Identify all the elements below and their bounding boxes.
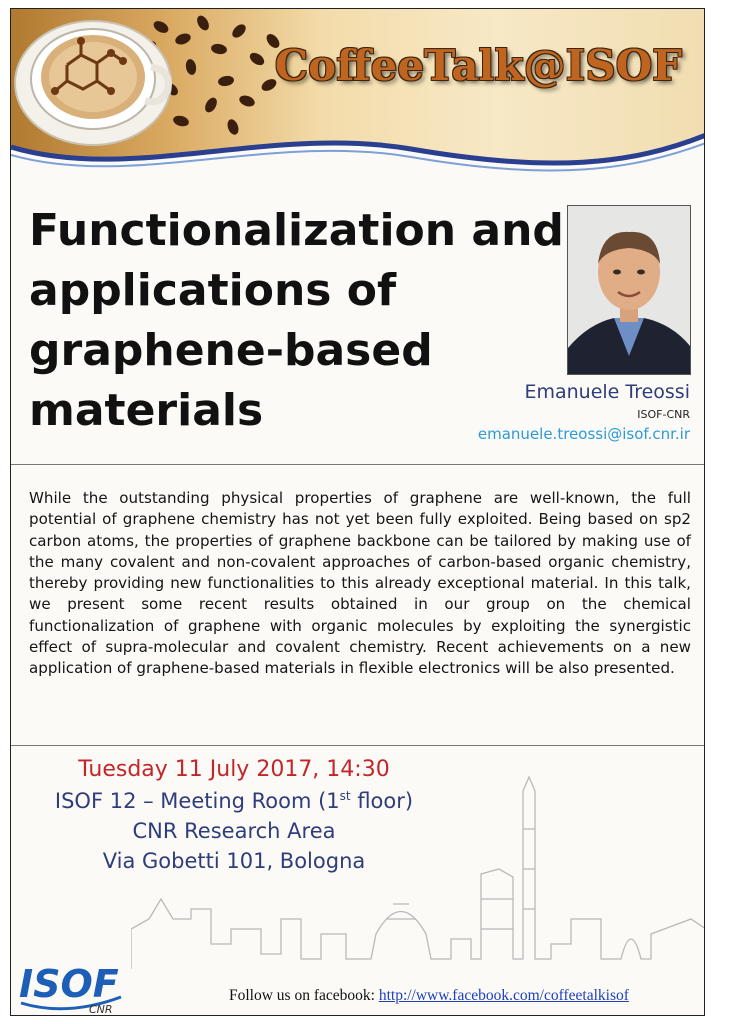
logo-sub-text: CNR [89,1003,113,1016]
brand-title: CoffeeTalk@ISOF [274,41,682,90]
event-date: Tuesday 11 July 2017, 14:30 [78,757,390,782]
event-room [11,789,457,813]
event-room-prefix: ISOF 12 – Meeting Room (1 [54,789,340,813]
speaker-affiliation: ISOF-CNR [637,408,690,421]
event-area: CNR Research Area [132,819,336,843]
speaker-photo [567,205,691,375]
facebook-link[interactable]: http://www.facebook.com/coffeetalkisof [378,987,629,1004]
section-divider [11,464,704,465]
section-divider [11,745,704,746]
speaker-email[interactable]: emanuele.treossi@isof.cnr.ir [477,425,690,443]
abstract-text: While the outstanding physical properties of graphene are well-known, the full potential of graphene chemistry has not yet been fully exploited. Being based on sp2 carbon atoms, the properties of graphene backbone can be tailored by making use of the many covalent and non-covalent approaches of carbon-based organic chemistry, thereby providing new functionalities to this already exceptional material. In this talk, we present some recent results obtained in our group on the chemical functionalization of graphene with organic molecules by exploiting the synergistic effect of supra-molecular and covalent chemistry. Recent achievements on a new application of graphene-based materials in flexible electronics will be also presented. [29,489,691,678]
talk-title: Functionalization and applications of graphene-based materials [29,205,564,436]
event-room-suffix: floor) [350,789,414,813]
speaker-portrait-illustration [568,206,690,374]
event-room-sup: st [339,789,351,803]
event-address: Via Gobetti 101, Bologna [102,849,366,873]
header-banner [11,9,704,179]
coffee-illustration [11,9,704,179]
logo-main-text: ISOF [19,962,119,1006]
isof-cnr-logo [17,957,137,1016]
speaker-name: Emanuele Treossi [524,381,690,403]
footer-follow [229,987,629,1005]
poster-frame [10,8,705,1016]
follow-label: Follow us on facebook: [229,987,379,1004]
